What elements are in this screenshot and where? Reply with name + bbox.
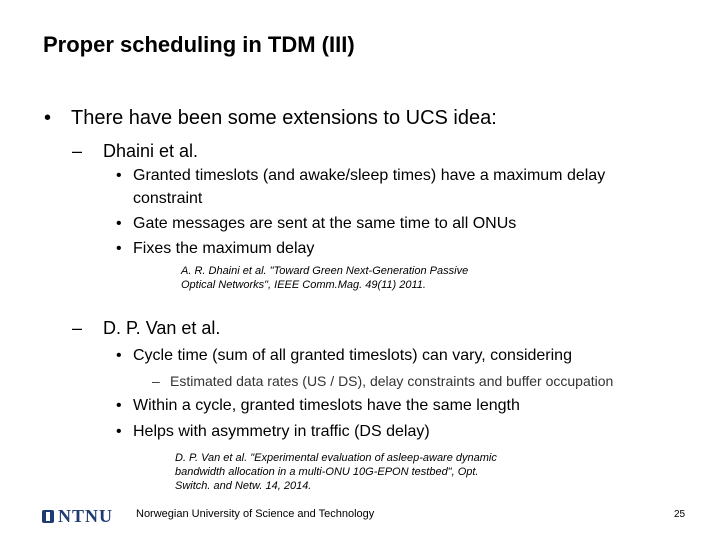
ntnu-logo: [42, 506, 113, 527]
dhaini-item-1: Granted timeslots (and awake/sleep times) have a maximum delay: [133, 167, 606, 184]
bullet-marker: •: [116, 347, 122, 364]
dhaini-item-1-cont: constraint: [133, 190, 203, 207]
dash-marker: –: [152, 373, 160, 389]
van-heading: D. P. Van et al.: [103, 318, 221, 338]
slide-title: Proper scheduling in TDM (III): [43, 32, 355, 57]
bullet-extensions: There have been some extensions to UCS idea:: [71, 107, 497, 129]
bullet-marker: •: [116, 167, 122, 184]
dhaini-item-3: Fixes the maximum delay: [133, 240, 315, 257]
van-reference-line-3: Switch. and Netw. 14, 2014.: [175, 480, 312, 492]
bullet-marker: •: [116, 397, 122, 414]
van-sub-item-1: Estimated data rates (US / DS), delay constraints and buffer occupation: [170, 373, 614, 389]
dhaini-item-2: Gate messages are sent at the same time to all ONUs: [133, 215, 517, 232]
bullet-marker: •: [44, 107, 52, 129]
bullet-marker: •: [116, 240, 122, 257]
ntnu-logo-mark-icon: [42, 510, 54, 523]
van-item-3: Helps with asymmetry in traffic (DS delay): [133, 423, 430, 440]
dhaini-reference-line-1: A. R. Dhaini et al. "Toward Green Next-Generation Passive: [181, 265, 469, 277]
van-item-1: Cycle time (sum of all granted timeslots) can vary, considering: [133, 347, 572, 364]
van-item-2: Within a cycle, granted timeslots have the same length: [133, 397, 520, 414]
bullet-marker: •: [116, 215, 122, 232]
dash-marker: –: [72, 318, 83, 338]
bullet-marker: •: [116, 423, 122, 440]
dhaini-reference-line-2: Optical Networks", IEEE Comm.Mag. 49(11) 2011.: [181, 279, 426, 291]
van-reference-line-1: D. P. Van et al. "Experimental evaluation of asleep-aware dynamic: [175, 452, 497, 464]
dhaini-heading: Dhaini et al.: [103, 141, 199, 161]
dash-marker: –: [72, 141, 83, 161]
footer-university: Norwegian University of Science and Technology: [136, 508, 375, 520]
page-number: 25: [674, 509, 686, 520]
van-reference-line-2: bandwidth allocation in a multi-ONU 10G-EPON testbed", Opt.: [175, 466, 479, 478]
ntnu-logo-text: NTNU: [58, 506, 114, 526]
